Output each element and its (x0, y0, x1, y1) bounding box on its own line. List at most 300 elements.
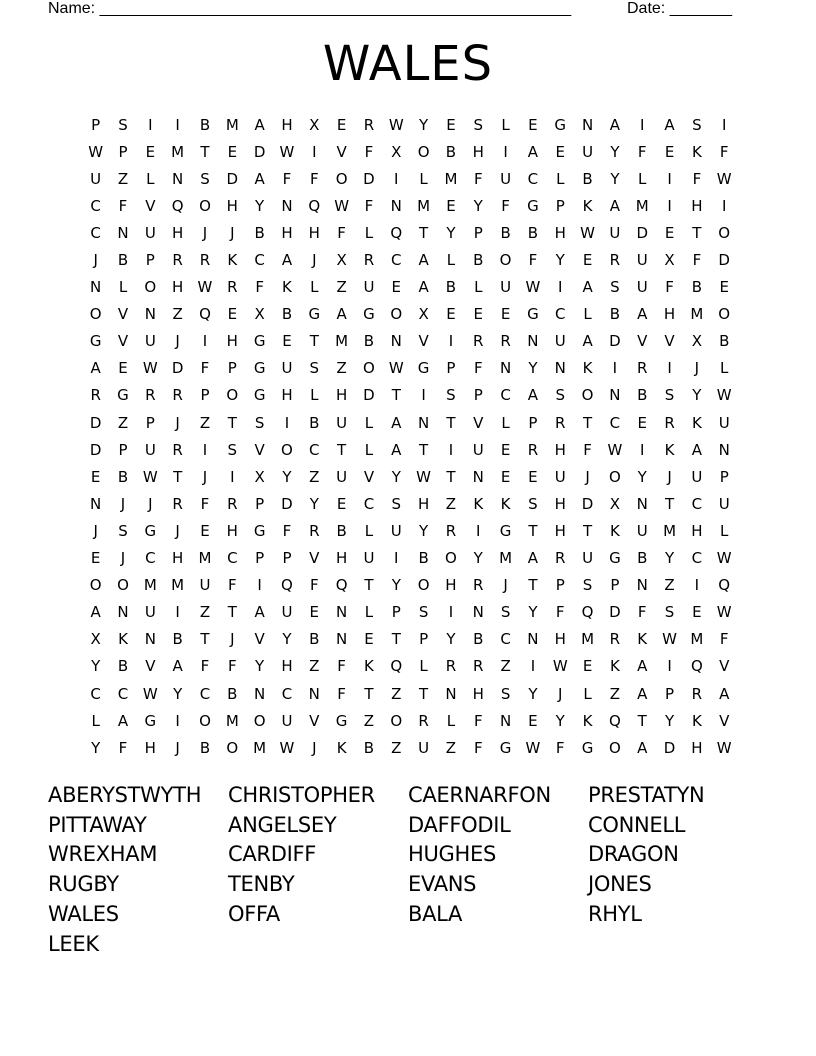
grid-letter[interactable]: W (607, 440, 623, 459)
grid-letter[interactable]: J (558, 684, 563, 703)
grid-letter[interactable]: H (554, 223, 566, 242)
grid-letter[interactable]: N (581, 115, 594, 134)
grid-letter[interactable]: T (364, 576, 374, 595)
grid-letter[interactable]: E (446, 196, 456, 215)
grid-letter[interactable]: P (118, 440, 128, 459)
grid-letter[interactable]: Z (445, 738, 457, 757)
grid-letter[interactable]: E (719, 278, 729, 297)
grid-letter[interactable]: J (202, 467, 208, 486)
grid-letter[interactable]: S (528, 494, 538, 513)
grid-letter[interactable]: Y (282, 630, 292, 649)
grid-letter[interactable]: E (555, 142, 565, 161)
grid-letter[interactable]: O (390, 305, 403, 324)
grid-letter[interactable]: B (719, 332, 730, 351)
grid-letter[interactable]: A (418, 278, 429, 297)
grid-letter[interactable]: J (202, 223, 208, 242)
grid-letter[interactable]: H (308, 223, 320, 242)
grid-letter[interactable]: R (637, 359, 648, 378)
grid-letter[interactable]: H (554, 494, 566, 513)
grid-letter[interactable]: P (665, 684, 675, 703)
grid-letter[interactable]: C (199, 684, 211, 703)
grid-letter[interactable]: Y (255, 657, 265, 676)
grid-letter[interactable]: N (390, 196, 402, 215)
grid-letter[interactable]: E (500, 467, 511, 486)
grid-letter[interactable]: H (554, 630, 566, 649)
grid-letter[interactable]: I (448, 332, 454, 351)
grid-letter[interactable]: P (145, 251, 155, 270)
grid-letter[interactable]: C (281, 684, 293, 703)
grid-letter[interactable]: T (173, 467, 183, 486)
grid-letter[interactable]: Y (528, 684, 538, 703)
grid-letter[interactable]: Q (390, 223, 403, 242)
grid-letter[interactable]: N (90, 494, 102, 513)
grid-letter[interactable]: Y (664, 549, 675, 568)
grid-letter[interactable]: H (172, 278, 184, 297)
grid-letter[interactable]: H (226, 332, 238, 351)
grid-letter[interactable]: R (199, 251, 211, 270)
grid-letter[interactable]: G (144, 711, 157, 730)
grid-letter[interactable]: W (716, 603, 732, 622)
grid-letter[interactable]: E (582, 251, 593, 270)
grid-letter[interactable]: O (608, 738, 621, 757)
grid-letter[interactable]: U (500, 169, 512, 188)
grid-letter[interactable]: Z (117, 169, 129, 188)
grid-letter[interactable]: N (336, 603, 348, 622)
grid-letter[interactable]: V (719, 657, 730, 676)
grid-letter[interactable]: U (691, 467, 703, 486)
grid-letter[interactable]: D (363, 386, 375, 405)
grid-letter[interactable]: U (718, 413, 730, 432)
grid-letter[interactable]: B (363, 332, 375, 351)
grid-letter[interactable]: P (391, 603, 401, 622)
grid-letter[interactable]: U (609, 223, 621, 242)
grid-letter[interactable]: E (692, 603, 702, 622)
grid-letter[interactable]: P (255, 494, 265, 513)
grid-letter[interactable]: F (337, 684, 346, 703)
grid-letter[interactable]: Y (446, 630, 456, 649)
grid-letter[interactable]: Y (419, 521, 429, 540)
grid-letter[interactable]: W (197, 278, 213, 297)
grid-letter[interactable]: M (417, 196, 431, 215)
grid-letter[interactable]: Z (363, 711, 375, 730)
grid-letter[interactable]: R (90, 386, 101, 405)
grid-letter[interactable]: Y (610, 169, 620, 188)
grid-letter[interactable]: O (417, 142, 430, 161)
grid-letter[interactable]: P (473, 386, 483, 405)
grid-letter[interactable]: X (254, 467, 265, 486)
grid-letter[interactable]: I (448, 440, 454, 459)
grid-letter[interactable]: Y (91, 657, 101, 676)
grid-letter[interactable]: J (312, 738, 317, 757)
grid-letter[interactable]: D (171, 359, 184, 378)
grid-letter[interactable]: P (91, 115, 101, 134)
grid-letter[interactable]: F (637, 142, 647, 161)
grid-letter[interactable]: E (309, 603, 320, 622)
grid-letter[interactable]: U (636, 278, 648, 297)
grid-letter[interactable]: F (200, 494, 210, 513)
grid-letter[interactable]: J (175, 738, 180, 757)
grid-letter[interactable]: G (144, 521, 157, 540)
grid-letter[interactable]: L (446, 251, 456, 270)
grid-letter[interactable]: K (336, 738, 347, 757)
grid-letter[interactable]: O (117, 576, 129, 595)
grid-letter[interactable]: Z (172, 305, 183, 324)
grid-letter[interactable]: H (445, 576, 457, 595)
grid-letter[interactable]: S (610, 278, 620, 297)
grid-letter[interactable]: R (664, 413, 675, 432)
grid-letter[interactable]: X (418, 305, 429, 324)
grid-letter[interactable]: U (144, 332, 156, 351)
grid-letter[interactable]: G (417, 359, 430, 378)
grid-letter[interactable]: Z (500, 657, 511, 676)
grid-letter[interactable]: Y (473, 549, 483, 568)
grid-letter[interactable]: G (527, 196, 539, 215)
grid-letter[interactable]: F (227, 657, 237, 676)
grid-letter[interactable]: N (472, 603, 484, 622)
grid-letter[interactable]: Z (309, 467, 320, 486)
grid-letter[interactable]: V (336, 142, 347, 161)
grid-letter[interactable]: Q (171, 196, 184, 215)
grid-letter[interactable]: W (279, 142, 295, 161)
grid-letter[interactable]: U (390, 521, 402, 540)
grid-letter[interactable]: T (692, 223, 702, 242)
grid-letter[interactable]: C (117, 684, 129, 703)
grid-letter[interactable]: D (609, 332, 621, 351)
grid-letter[interactable]: S (418, 603, 429, 622)
grid-letter[interactable]: Y (555, 711, 565, 730)
grid-letter[interactable]: H (281, 657, 293, 676)
grid-letter[interactable]: M (663, 521, 677, 540)
grid-letter[interactable]: O (718, 223, 731, 242)
grid-letter[interactable]: S (200, 169, 210, 188)
grid-letter[interactable]: R (227, 494, 238, 513)
grid-letter[interactable]: A (527, 142, 539, 161)
grid-letter[interactable]: U (582, 142, 594, 161)
grid-letter[interactable]: T (419, 440, 429, 459)
grid-letter[interactable]: E (145, 142, 156, 161)
grid-letter[interactable]: P (555, 196, 565, 215)
grid-letter[interactable]: U (281, 603, 293, 622)
grid-letter[interactable]: H (691, 196, 703, 215)
grid-letter[interactable]: S (473, 115, 484, 134)
grid-letter[interactable]: F (309, 169, 319, 188)
grid-letter[interactable]: A (254, 169, 265, 188)
grid-letter[interactable]: H (281, 386, 293, 405)
grid-letter[interactable]: V (418, 332, 429, 351)
grid-letter[interactable]: Y (173, 684, 183, 703)
grid-letter[interactable]: F (337, 223, 346, 242)
grid-letter[interactable]: H (281, 223, 293, 242)
grid-letter[interactable]: C (527, 169, 539, 188)
grid-letter[interactable]: B (637, 549, 648, 568)
grid-letter[interactable]: B (199, 738, 211, 757)
grid-letter[interactable]: D (363, 169, 375, 188)
grid-letter[interactable]: E (446, 115, 456, 134)
grid-letter[interactable]: F (528, 251, 538, 270)
grid-letter[interactable]: P (528, 413, 538, 432)
grid-letter[interactable]: Q (335, 576, 348, 595)
grid-letter[interactable]: C (90, 223, 101, 242)
grid-letter[interactable]: T (419, 684, 429, 703)
grid-letter[interactable]: L (146, 169, 155, 188)
grid-letter[interactable]: D (89, 413, 102, 432)
grid-letter[interactable]: X (691, 332, 703, 351)
grid-letter[interactable]: T (200, 142, 210, 161)
grid-letter[interactable]: Q (390, 657, 403, 676)
grid-letter[interactable]: P (610, 576, 620, 595)
grid-letter[interactable]: N (499, 359, 512, 378)
grid-letter[interactable]: J (667, 467, 672, 486)
grid-letter[interactable]: S (446, 386, 456, 405)
grid-letter[interactable]: Y (555, 251, 565, 270)
grid-letter[interactable]: P (227, 359, 237, 378)
grid-letter[interactable]: U (636, 521, 648, 540)
grid-letter[interactable]: I (148, 115, 153, 134)
grid-letter[interactable]: P (719, 467, 729, 486)
grid-letter[interactable]: E (528, 467, 538, 486)
grid-letter[interactable]: G (308, 305, 321, 324)
grid-letter[interactable]: X (336, 251, 347, 270)
grid-letter[interactable]: G (117, 386, 129, 405)
grid-letter[interactable]: Y (255, 196, 265, 215)
grid-letter[interactable]: M (499, 549, 513, 568)
grid-letter[interactable]: P (200, 386, 210, 405)
grid-letter[interactable]: W (142, 359, 158, 378)
grid-letter[interactable]: S (692, 115, 702, 134)
grid-letter[interactable]: L (501, 115, 510, 134)
grid-letter[interactable]: K (691, 142, 702, 161)
grid-letter[interactable]: Y (637, 467, 647, 486)
grid-letter[interactable]: I (175, 603, 180, 622)
grid-letter[interactable]: V (664, 332, 675, 351)
grid-letter[interactable]: E (227, 305, 238, 324)
grid-letter[interactable]: N (172, 169, 184, 188)
grid-letter[interactable]: D (89, 440, 102, 459)
grid-letter[interactable]: T (528, 521, 538, 540)
grid-letter[interactable]: W (662, 630, 677, 649)
grid-letter[interactable]: P (145, 413, 155, 432)
grid-letter[interactable]: A (254, 115, 265, 134)
grid-letter[interactable]: G (609, 549, 621, 568)
grid-letter[interactable]: F (364, 142, 374, 161)
grid-letter[interactable]: Y (610, 142, 620, 161)
grid-letter[interactable]: J (120, 549, 126, 568)
grid-letter[interactable]: R (473, 332, 484, 351)
grid-letter[interactable]: B (418, 549, 429, 568)
grid-letter[interactable]: B (117, 251, 129, 270)
grid-letter[interactable]: J (503, 576, 508, 595)
grid-letter[interactable]: Y (528, 603, 538, 622)
grid-letter[interactable]: U (281, 359, 293, 378)
grid-letter[interactable]: A (637, 657, 648, 676)
grid-letter[interactable]: M (143, 576, 157, 595)
grid-letter[interactable]: R (609, 251, 621, 270)
grid-letter[interactable]: V (145, 196, 156, 215)
grid-letter[interactable]: Z (309, 657, 320, 676)
grid-letter[interactable]: Q (581, 603, 594, 622)
grid-letter[interactable]: A (391, 413, 402, 432)
grid-letter[interactable]: F (555, 738, 565, 757)
grid-letter[interactable]: L (720, 521, 729, 540)
grid-letter[interactable]: H (472, 684, 484, 703)
grid-letter[interactable]: Z (445, 494, 457, 513)
grid-letter[interactable]: J (694, 359, 700, 378)
grid-letter[interactable]: B (445, 142, 457, 161)
grid-letter[interactable]: F (282, 521, 292, 540)
grid-letter[interactable]: X (664, 251, 675, 270)
grid-letter[interactable]: C (145, 549, 156, 568)
grid-letter[interactable]: I (421, 386, 426, 405)
grid-letter[interactable]: L (419, 657, 428, 676)
grid-letter[interactable]: O (335, 169, 348, 188)
grid-letter[interactable]: Q (718, 576, 731, 595)
grid-letter[interactable]: F (118, 738, 128, 757)
grid-letter[interactable]: L (364, 521, 374, 540)
grid-letter[interactable]: B (254, 223, 265, 242)
grid-letter[interactable]: M (690, 305, 704, 324)
grid-letter[interactable]: U (636, 251, 648, 270)
grid-letter[interactable]: S (254, 413, 265, 432)
grid-letter[interactable]: K (282, 278, 292, 297)
grid-letter[interactable]: B (445, 278, 457, 297)
grid-letter[interactable]: O (281, 440, 293, 459)
grid-letter[interactable]: Z (391, 738, 402, 757)
grid-letter[interactable]: T (391, 386, 401, 405)
grid-letter[interactable]: X (90, 630, 101, 649)
grid-letter[interactable]: Q (308, 196, 321, 215)
grid-letter[interactable]: H (554, 521, 566, 540)
grid-letter[interactable]: C (691, 549, 703, 568)
grid-letter[interactable]: I (175, 711, 180, 730)
grid-letter[interactable]: I (230, 467, 235, 486)
grid-letter[interactable]: I (175, 115, 180, 134)
grid-letter[interactable]: W (334, 196, 350, 215)
grid-letter[interactable]: F (719, 630, 729, 649)
grid-letter[interactable]: N (281, 196, 293, 215)
grid-letter[interactable]: O (89, 305, 102, 324)
grid-letter[interactable]: G (499, 738, 512, 757)
grid-letter[interactable]: C (309, 440, 320, 459)
grid-letter[interactable]: N (636, 576, 648, 595)
grid-letter[interactable]: G (253, 332, 266, 351)
grid-letter[interactable]: A (664, 115, 675, 134)
grid-letter[interactable]: H (281, 115, 293, 134)
grid-letter[interactable]: Z (609, 684, 621, 703)
grid-letter[interactable]: H (172, 549, 184, 568)
grid-letter[interactable]: N (636, 494, 648, 513)
grid-letter[interactable]: L (446, 711, 456, 730)
grid-letter[interactable]: U (554, 332, 566, 351)
grid-letter[interactable]: D (253, 142, 266, 161)
grid-letter[interactable]: H (472, 142, 484, 161)
grid-letter[interactable]: Z (391, 684, 402, 703)
grid-letter[interactable]: W (142, 467, 158, 486)
grid-letter[interactable]: O (445, 549, 457, 568)
grid-letter[interactable]: R (473, 657, 484, 676)
grid-letter[interactable]: R (445, 657, 457, 676)
grid-letter[interactable]: U (718, 494, 730, 513)
grid-letter[interactable]: H (663, 305, 676, 324)
grid-letter[interactable]: Y (446, 223, 456, 242)
grid-letter[interactable]: V (637, 332, 648, 351)
grid-letter[interactable]: E (90, 467, 101, 486)
grid-letter[interactable]: R (363, 251, 375, 270)
grid-letter[interactable]: U (472, 440, 484, 459)
grid-letter[interactable]: Z (117, 413, 129, 432)
grid-letter[interactable]: O (390, 711, 403, 730)
grid-letter[interactable]: Y (282, 467, 292, 486)
grid-letter[interactable]: W (525, 278, 541, 297)
grid-letter[interactable]: E (500, 440, 511, 459)
grid-letter[interactable]: C (500, 630, 511, 649)
grid-letter[interactable]: I (503, 142, 508, 161)
grid-letter[interactable]: Z (664, 576, 675, 595)
grid-letter[interactable]: I (202, 332, 208, 351)
grid-letter[interactable]: R (609, 630, 621, 649)
grid-letter[interactable]: V (117, 332, 129, 351)
grid-letter[interactable]: F (200, 359, 210, 378)
grid-letter[interactable]: B (309, 413, 320, 432)
grid-letter[interactable]: B (172, 630, 183, 649)
grid-letter[interactable]: E (528, 711, 538, 730)
grid-letter[interactable]: Y (391, 467, 401, 486)
grid-letter[interactable]: F (118, 196, 128, 215)
grid-letter[interactable]: U (144, 603, 156, 622)
grid-letter[interactable]: A (609, 196, 621, 215)
grid-letter[interactable]: Z (199, 603, 211, 622)
grid-letter[interactable]: Y (309, 494, 319, 513)
grid-letter[interactable]: F (692, 251, 702, 270)
grid-letter[interactable]: L (501, 413, 510, 432)
grid-letter[interactable]: N (90, 278, 102, 297)
grid-letter[interactable]: R (473, 576, 484, 595)
grid-letter[interactable]: K (691, 413, 702, 432)
grid-letter[interactable]: C (691, 494, 703, 513)
grid-letter[interactable]: O (581, 386, 594, 405)
grid-letter[interactable]: T (446, 413, 456, 432)
grid-letter[interactable]: O (226, 738, 239, 757)
grid-letter[interactable]: H (172, 223, 184, 242)
grid-letter[interactable]: N (445, 684, 457, 703)
grid-letter[interactable]: K (691, 711, 702, 730)
grid-letter[interactable]: R (172, 251, 183, 270)
grid-letter[interactable]: H (226, 521, 238, 540)
grid-letter[interactable]: E (664, 223, 675, 242)
grid-letter[interactable]: M (253, 738, 267, 757)
grid-letter[interactable]: B (227, 684, 238, 703)
grid-letter[interactable]: T (364, 684, 374, 703)
grid-letter[interactable]: H (417, 494, 430, 513)
grid-letter[interactable]: O (608, 467, 621, 486)
grid-letter[interactable]: Y (91, 738, 101, 757)
grid-letter[interactable]: A (691, 440, 703, 459)
grid-letter[interactable]: H (335, 549, 348, 568)
grid-letter[interactable]: L (720, 359, 729, 378)
grid-letter[interactable]: L (583, 684, 592, 703)
grid-letter[interactable]: V (145, 657, 156, 676)
grid-letter[interactable]: A (609, 115, 621, 134)
grid-letter[interactable]: B (281, 305, 293, 324)
grid-letter[interactable]: A (418, 251, 429, 270)
grid-letter[interactable]: I (202, 440, 208, 459)
grid-letter[interactable]: F (665, 278, 674, 297)
grid-letter[interactable]: D (718, 251, 730, 270)
grid-letter[interactable]: N (117, 223, 129, 242)
grid-letter[interactable]: U (336, 467, 348, 486)
grid-letter[interactable]: N (254, 684, 266, 703)
grid-letter[interactable]: M (444, 169, 458, 188)
grid-letter[interactable]: N (390, 332, 402, 351)
